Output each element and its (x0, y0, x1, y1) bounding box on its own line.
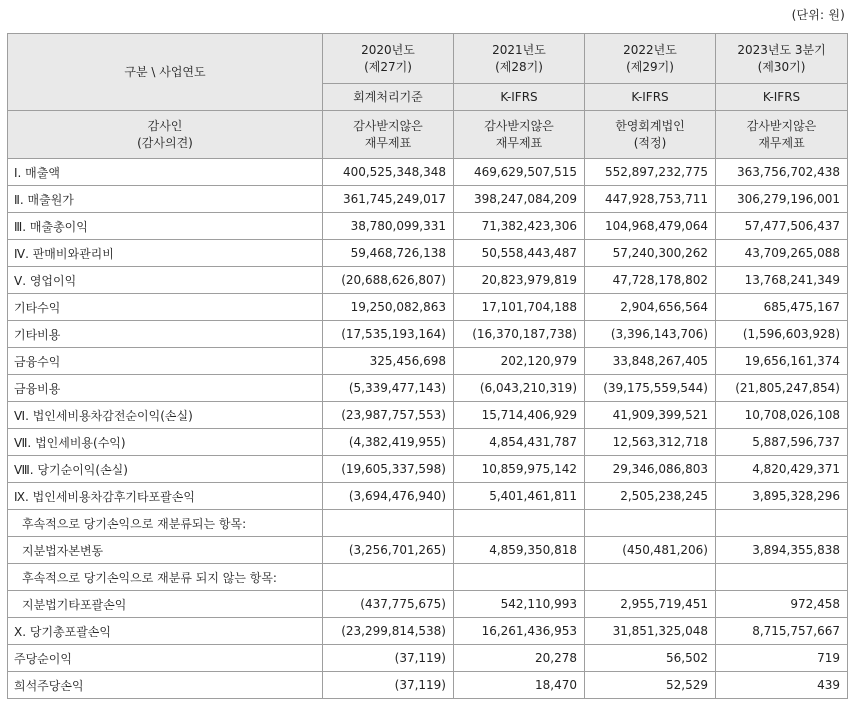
value-cell: (20,688,626,807) (323, 267, 454, 294)
value-cell: 552,897,232,775 (585, 159, 716, 186)
table-row (8, 618, 848, 645)
value-cell: 104,968,479,064 (585, 213, 716, 240)
value-cell: 13,768,241,349 (716, 267, 848, 294)
table-row (8, 483, 848, 510)
unit-note: (단위: 원) (791, 8, 845, 22)
value-cell: (39,175,559,544) (585, 375, 716, 402)
standard-label: 회계처리기준 (323, 84, 454, 111)
value-cell: 400,525,348,348 (323, 159, 454, 186)
table-row (8, 456, 848, 483)
year-label: 2020년도 (361, 42, 415, 57)
standard-label: K-IFRS (716, 84, 848, 111)
value-cell: (37,119) (323, 645, 454, 672)
value-cell: 363,756,702,438 (716, 159, 848, 186)
audit-opinion-line2: 재무제표 (758, 135, 805, 150)
value-cell: 12,563,312,718 (585, 429, 716, 456)
value-cell: 685,475,167 (716, 294, 848, 321)
auditor-header (8, 111, 323, 159)
table-row (8, 564, 848, 591)
value-cell: 38,780,099,331 (323, 213, 454, 240)
value-cell: 16,261,436,953 (454, 618, 585, 645)
income-statement-table (7, 33, 848, 699)
row-label: Ⅵ. 법인세비용차감전순이익(손실) (8, 402, 323, 429)
value-cell: 398,247,084,209 (454, 186, 585, 213)
audit-opinion-line2: 재무제표 (495, 135, 543, 150)
value-cell: (5,339,477,143) (323, 375, 454, 402)
table-row (8, 402, 848, 429)
audit-opinion-line2: 재무제표 (364, 135, 412, 150)
value-cell: (17,535,193,164) (323, 321, 454, 348)
value-cell: 2,904,656,564 (585, 294, 716, 321)
value-cell: 4,820,429,371 (716, 456, 848, 483)
table-row (8, 510, 848, 537)
table-row (8, 240, 848, 267)
value-cell: 447,928,753,711 (585, 186, 716, 213)
value-cell: 10,859,975,142 (454, 456, 585, 483)
row-label: Ⅹ. 당기총포괄손익 (8, 618, 323, 645)
audit-opinion-cell (323, 111, 454, 159)
year-header (716, 34, 848, 84)
year-label: 2023년도 3분기 (737, 42, 826, 57)
value-cell: 469,629,507,515 (454, 159, 585, 186)
table-row (8, 672, 848, 699)
row-label: 기타비용 (8, 321, 323, 348)
value-cell: 4,859,350,818 (454, 537, 585, 564)
row-label: Ⅰ. 매출액 (8, 159, 323, 186)
year-header (323, 34, 454, 84)
auditor-label: 감사인 (147, 118, 183, 133)
row-label: 지분법자본변동 (8, 537, 323, 564)
value-cell: 5,401,461,811 (454, 483, 585, 510)
value-cell: (4,382,419,955) (323, 429, 454, 456)
value-cell: (437,775,675) (323, 591, 454, 618)
value-cell: 306,279,196,001 (716, 186, 848, 213)
value-cell: 15,714,406,929 (454, 402, 585, 429)
term-label: (제29기) (626, 59, 674, 74)
row-label: 금융수익 (8, 348, 323, 375)
row-label: 기타수익 (8, 294, 323, 321)
audit-opinion-cell (454, 111, 585, 159)
audit-opinion-line1: 감사받지않은 (353, 118, 423, 133)
value-cell: 33,848,267,405 (585, 348, 716, 375)
value-cell: 18,470 (454, 672, 585, 699)
value-cell: 542,110,993 (454, 591, 585, 618)
value-cell: 5,887,596,737 (716, 429, 848, 456)
category-header: 구분 \ 사업연도 (8, 34, 323, 111)
value-cell: 972,458 (716, 591, 848, 618)
audit-opinion-line1: 감사받지않은 (746, 118, 817, 133)
row-label: 지분법기타포괄손익 (8, 591, 323, 618)
table-row (8, 348, 848, 375)
value-cell: 719 (716, 645, 848, 672)
audit-opinion-line1: 감사받지않은 (484, 118, 554, 133)
table-header (8, 34, 848, 159)
value-cell: 50,558,443,487 (454, 240, 585, 267)
value-cell: 59,468,726,138 (323, 240, 454, 267)
value-cell: (19,605,337,598) (323, 456, 454, 483)
auditor-opinion-label: (감사의견) (137, 135, 193, 150)
value-cell: 20,823,979,819 (454, 267, 585, 294)
table-row (8, 213, 848, 240)
row-label: Ⅷ. 당기순이익(손실) (8, 456, 323, 483)
term-label: (제28기) (495, 59, 543, 74)
table-row (8, 429, 848, 456)
year-header (454, 34, 585, 84)
value-cell: (16,370,187,738) (454, 321, 585, 348)
value-cell (323, 510, 454, 537)
row-label: Ⅳ. 판매비와관리비 (8, 240, 323, 267)
value-cell: 20,278 (454, 645, 585, 672)
row-label: Ⅸ. 법인세비용차감후기타포괄손익 (8, 483, 323, 510)
value-cell: 41,909,399,521 (585, 402, 716, 429)
year-header (585, 34, 716, 84)
value-cell: 57,477,506,437 (716, 213, 848, 240)
value-cell: 47,728,178,802 (585, 267, 716, 294)
value-cell: (23,299,814,538) (323, 618, 454, 645)
row-label: 후속적으로 당기손익으로 재분류 되지 않는 항목: (8, 564, 323, 591)
value-cell (454, 564, 585, 591)
table-row (8, 645, 848, 672)
value-cell: (3,256,701,265) (323, 537, 454, 564)
audit-opinion-line2: (적정) (633, 135, 667, 150)
table-row (8, 591, 848, 618)
value-cell: 71,382,423,306 (454, 213, 585, 240)
row-label: 희석주당손익 (8, 672, 323, 699)
table-row (8, 537, 848, 564)
value-cell (454, 510, 585, 537)
term-label: (제27기) (364, 59, 412, 74)
row-label: 후속적으로 당기손익으로 재분류되는 항목: (8, 510, 323, 537)
value-cell (716, 564, 848, 591)
row-label: Ⅱ. 매출원가 (8, 186, 323, 213)
value-cell: (6,043,210,319) (454, 375, 585, 402)
value-cell: (21,805,247,854) (716, 375, 848, 402)
value-cell: (3,694,476,940) (323, 483, 454, 510)
value-cell: 19,250,082,863 (323, 294, 454, 321)
standard-label: K-IFRS (454, 84, 585, 111)
row-label: 주당순이익 (8, 645, 323, 672)
audit-opinion-cell (716, 111, 848, 159)
value-cell: (1,596,603,928) (716, 321, 848, 348)
value-cell (323, 564, 454, 591)
value-cell: 8,715,757,667 (716, 618, 848, 645)
table-row (8, 159, 848, 186)
table-row (8, 321, 848, 348)
value-cell: (3,396,143,706) (585, 321, 716, 348)
audit-opinion-cell (585, 111, 716, 159)
table-body (8, 159, 848, 699)
value-cell (585, 510, 716, 537)
audit-opinion-line1: 한영회계법인 (615, 118, 685, 133)
table-row (8, 186, 848, 213)
value-cell: 10,708,026,108 (716, 402, 848, 429)
table-row (8, 375, 848, 402)
value-cell: 57,240,300,262 (585, 240, 716, 267)
value-cell: 29,346,086,803 (585, 456, 716, 483)
value-cell: 439 (716, 672, 848, 699)
table-row (8, 267, 848, 294)
value-cell: 52,529 (585, 672, 716, 699)
value-cell: 19,656,161,374 (716, 348, 848, 375)
row-label: Ⅴ. 영업이익 (8, 267, 323, 294)
year-label: 2022년도 (623, 42, 677, 57)
value-cell: (450,481,206) (585, 537, 716, 564)
value-cell: 361,745,249,017 (323, 186, 454, 213)
table-row (8, 294, 848, 321)
value-cell (585, 564, 716, 591)
value-cell: 2,505,238,245 (585, 483, 716, 510)
value-cell: (37,119) (323, 672, 454, 699)
value-cell: 3,895,328,296 (716, 483, 848, 510)
row-label: Ⅲ. 매출총이익 (8, 213, 323, 240)
value-cell: 202,120,979 (454, 348, 585, 375)
value-cell: 325,456,698 (323, 348, 454, 375)
value-cell: (23,987,757,553) (323, 402, 454, 429)
value-cell: 56,502 (585, 645, 716, 672)
value-cell: 3,894,355,838 (716, 537, 848, 564)
year-label: 2021년도 (492, 42, 546, 57)
value-cell: 31,851,325,048 (585, 618, 716, 645)
value-cell: 2,955,719,451 (585, 591, 716, 618)
row-label: 금융비용 (8, 375, 323, 402)
term-label: (제30기) (757, 59, 806, 74)
value-cell: 17,101,704,188 (454, 294, 585, 321)
value-cell: 4,854,431,787 (454, 429, 585, 456)
value-cell: 43,709,265,088 (716, 240, 848, 267)
standard-label: K-IFRS (585, 84, 716, 111)
value-cell (716, 510, 848, 537)
row-label: Ⅶ. 법인세비용(수익) (8, 429, 323, 456)
